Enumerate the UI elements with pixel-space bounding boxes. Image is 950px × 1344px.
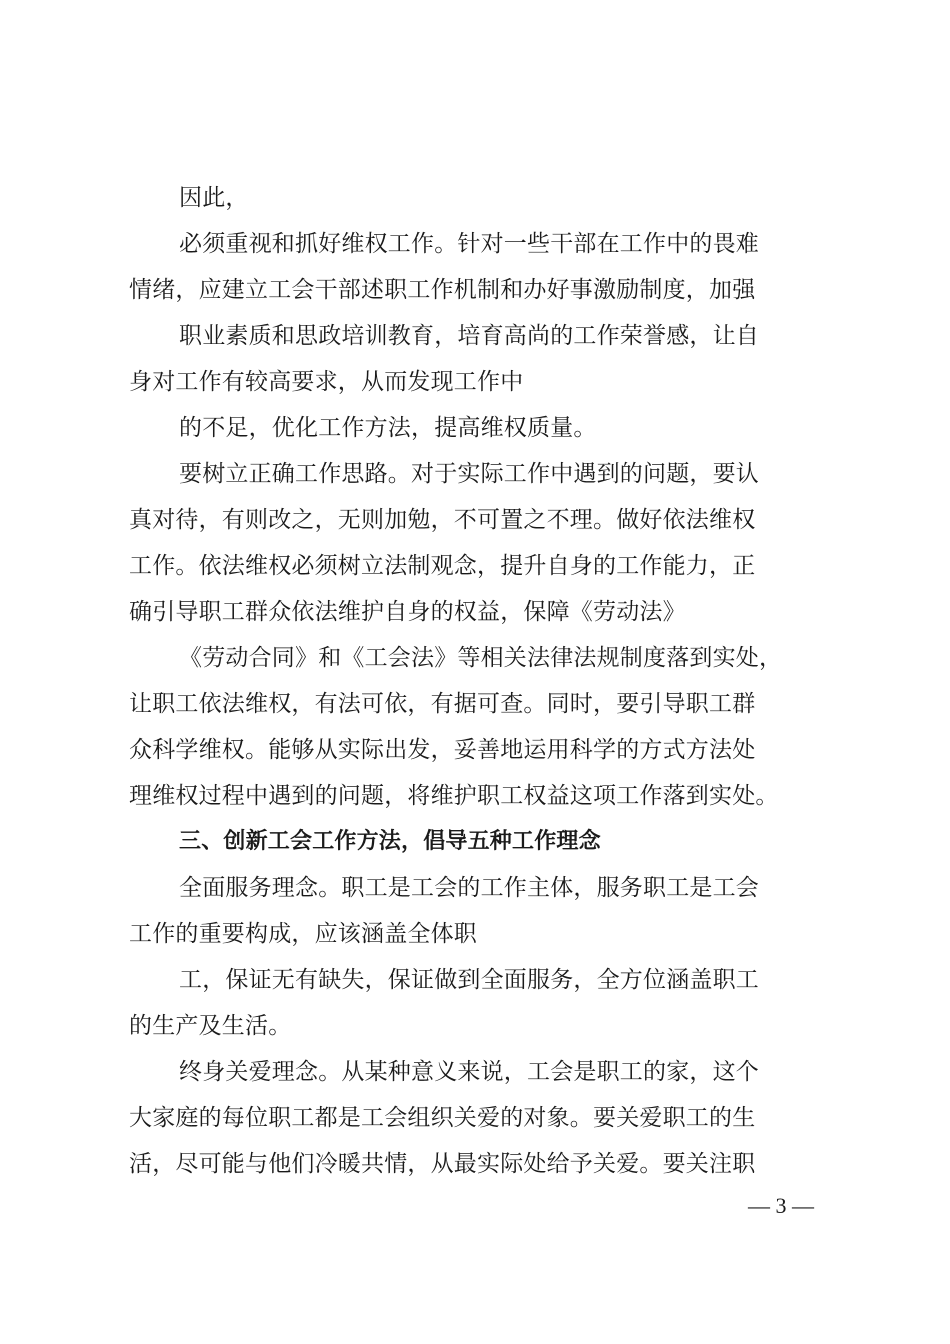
- text-line: 身对工作有较高要求，从而发现工作中: [129, 369, 524, 395]
- text-line: 终身关爱理念。从某种意义来说，工会是职工的家，这个: [179, 1059, 759, 1085]
- text-line: 大家庭的每位职工都是工会组织关爱的对象。要关爱职工的生: [129, 1105, 756, 1131]
- text-line: 《劳动合同》和《工会法》等相关法律法规制度落到实处，: [179, 645, 783, 671]
- text-line: 众科学维权。能够从实际出发，妥善地运用科学的方式方法处: [129, 737, 756, 763]
- text-line: 要树立正确工作思路。对于实际工作中遇到的问题，要认: [179, 461, 759, 487]
- text-line: 的不足，优化工作方法，提高维权质量。: [179, 415, 597, 441]
- text-line: 工作的重要构成，应该涵盖全体职: [129, 921, 477, 947]
- text-line: 确引导职工群众依法维护自身的权益，保障《劳动法》: [129, 599, 686, 625]
- text-line: 因此，: [179, 185, 249, 211]
- section-heading: 三、创新工会工作方法，倡导五种工作理念: [179, 829, 601, 854]
- page-number: — 3 —: [748, 1193, 814, 1218]
- text-line: 活，尽可能与他们冷暖共情，从最实际处给予关爱。要关注职: [129, 1151, 756, 1177]
- text-line: 理维权过程中遇到的问题，将维护职工权益这项工作落到实处。: [129, 783, 779, 809]
- text-line: 的生产及生活。: [129, 1013, 292, 1039]
- text-line: 工作。依法维权必须树立法制观念，提升自身的工作能力，正: [129, 553, 756, 579]
- text-line: 职业素质和思政培训教育，培育高尚的工作荣誉感，让自: [179, 323, 759, 349]
- text-line: 必须重视和抓好维权工作。针对一些干部在工作中的畏难: [179, 231, 759, 257]
- text-line: 让职工依法维权，有法可依，有据可查。同时，要引导职工群: [129, 691, 756, 717]
- text-line: 真对待，有则改之，无则加勉，不可置之不理。做好依法维权: [129, 507, 756, 533]
- text-line: 情绪，应建立工会干部述职工作机制和办好事激励制度，加强: [129, 277, 756, 303]
- text-line: 工，保证无有缺失，保证做到全面服务，全方位涵盖职工: [179, 967, 759, 993]
- text-line: 全面服务理念。职工是工会的工作主体，服务职工是工会: [179, 875, 759, 901]
